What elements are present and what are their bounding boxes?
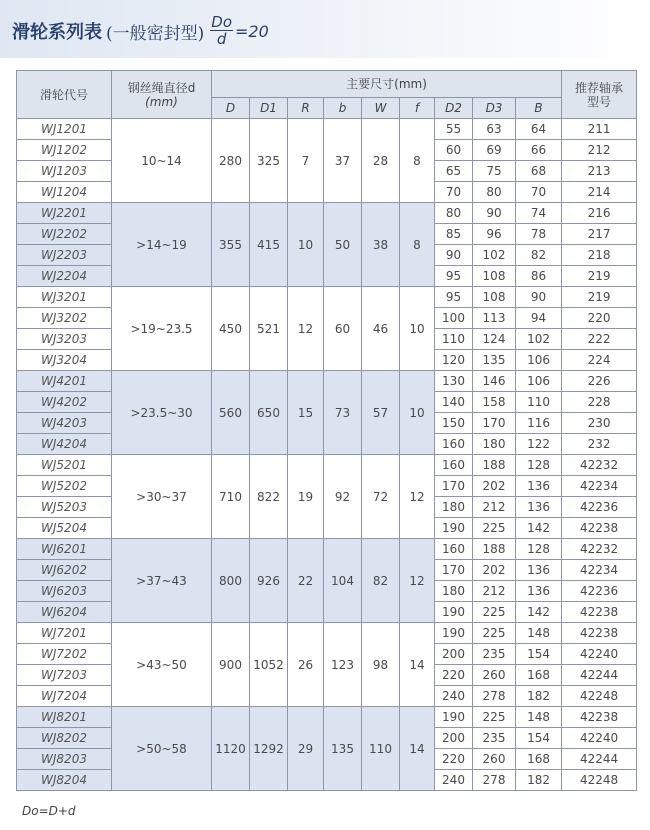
cell-dim-d3: 225: [473, 602, 516, 623]
cell-dim-d: 560: [212, 371, 250, 455]
cell-code: WJ1203: [17, 161, 112, 182]
cell-dim-b-width: 136: [516, 560, 562, 581]
cell-dim-b-width: 86: [516, 266, 562, 287]
cell-dim-b-width: 142: [516, 602, 562, 623]
header-rope-diameter: [112, 71, 212, 119]
cell-bearing: 211: [562, 119, 637, 140]
cell-bearing: 228: [562, 392, 637, 413]
cell-code: WJ1202: [17, 140, 112, 161]
cell-dim-r: 10: [288, 203, 324, 287]
cell-dim-b: 135: [324, 707, 362, 791]
cell-dim-d3: 102: [473, 245, 516, 266]
cell-dim-b-width: 90: [516, 287, 562, 308]
cell-dim-d3: 63: [473, 119, 516, 140]
cell-dim-d2: 220: [435, 665, 473, 686]
cell-dim-b-width: 68: [516, 161, 562, 182]
cell-dim-b: 60: [324, 287, 362, 371]
cell-code: WJ2202: [17, 224, 112, 245]
cell-dim-w: 82: [362, 539, 400, 623]
cell-dim-d3: 188: [473, 455, 516, 476]
cell-dim-f: 14: [400, 707, 435, 791]
cell-dim-b-width: 182: [516, 770, 562, 791]
cell-code: WJ2204: [17, 266, 112, 287]
cell-dim-b-width: 106: [516, 350, 562, 371]
cell-dim-d1: 822: [250, 455, 288, 539]
cell-dim-w: 46: [362, 287, 400, 371]
cell-dim-d: 800: [212, 539, 250, 623]
cell-dim-d3: 108: [473, 266, 516, 287]
cell-bearing: 214: [562, 182, 637, 203]
cell-code: WJ8202: [17, 728, 112, 749]
cell-dim-r: 15: [288, 371, 324, 455]
cell-dim-d2: 200: [435, 644, 473, 665]
cell-dim-f: 8: [400, 203, 435, 287]
cell-dim-d1: 521: [250, 287, 288, 371]
cell-dim-d2: 70: [435, 182, 473, 203]
cell-dim-d2: 160: [435, 434, 473, 455]
cell-bearing: 42232: [562, 539, 637, 560]
cell-dim-b-width: 128: [516, 539, 562, 560]
cell-rope-diameter: >37~43: [112, 539, 212, 623]
cell-dim-d3: 75: [473, 161, 516, 182]
cell-dim-r: 26: [288, 623, 324, 707]
cell-dim-b-width: 70: [516, 182, 562, 203]
cell-dim-d2: 60: [435, 140, 473, 161]
cell-dim-b-width: 102: [516, 329, 562, 350]
header-dim-d1: D1: [250, 98, 288, 119]
cell-code: WJ2201: [17, 203, 112, 224]
cell-dim-b-width: 122: [516, 434, 562, 455]
table-row: [17, 371, 637, 392]
cell-dim-f: 12: [400, 539, 435, 623]
cell-bearing: 213: [562, 161, 637, 182]
title-subtitle: (一般密封型): [106, 23, 205, 44]
cell-dim-b-width: 148: [516, 707, 562, 728]
cell-code: WJ4204: [17, 434, 112, 455]
cell-dim-w: 57: [362, 371, 400, 455]
cell-dim-b-width: 116: [516, 413, 562, 434]
cell-dim-r: 7: [288, 119, 324, 203]
cell-dim-d: 900: [212, 623, 250, 707]
cell-bearing: 42238: [562, 623, 637, 644]
cell-code: WJ7203: [17, 665, 112, 686]
header-dim-d2: D2: [435, 98, 473, 119]
cell-code: WJ5201: [17, 455, 112, 476]
cell-dim-b-width: 66: [516, 140, 562, 161]
cell-bearing: 217: [562, 224, 637, 245]
title-main: 滑轮系列表: [12, 22, 102, 43]
cell-code: WJ8201: [17, 707, 112, 728]
cell-dim-d2: 190: [435, 518, 473, 539]
cell-dim-d2: 190: [435, 623, 473, 644]
footnote: Do=D+d: [22, 804, 76, 818]
header-rope-diameter-unit: (mm): [145, 94, 178, 109]
fraction-denominator: d: [216, 30, 227, 48]
cell-dim-d3: 180: [473, 434, 516, 455]
cell-code: WJ4203: [17, 413, 112, 434]
pulley-spec-table: [16, 70, 637, 791]
cell-dim-r: 29: [288, 707, 324, 791]
cell-dim-b-width: 136: [516, 581, 562, 602]
cell-dim-w: 72: [362, 455, 400, 539]
cell-rope-diameter: >14~19: [112, 203, 212, 287]
cell-dim-d3: 188: [473, 539, 516, 560]
cell-dim-d1: 1052: [250, 623, 288, 707]
cell-dim-d1: 415: [250, 203, 288, 287]
cell-code: WJ6202: [17, 560, 112, 581]
cell-dim-d3: 113: [473, 308, 516, 329]
cell-dim-d1: 926: [250, 539, 288, 623]
cell-bearing: 226: [562, 371, 637, 392]
cell-rope-diameter: >43~50: [112, 623, 212, 707]
cell-dim-b: 73: [324, 371, 362, 455]
cell-dim-b-width: 168: [516, 665, 562, 686]
cell-code: WJ1201: [17, 119, 112, 140]
cell-dim-d2: 95: [435, 287, 473, 308]
cell-dim-d2: 170: [435, 476, 473, 497]
cell-dim-b-width: 94: [516, 308, 562, 329]
cell-dim-d3: 278: [473, 686, 516, 707]
cell-bearing: 42238: [562, 602, 637, 623]
title-fraction: [210, 15, 233, 47]
cell-dim-d1: 325: [250, 119, 288, 203]
cell-dim-d3: 69: [473, 140, 516, 161]
header-dim-b: b: [324, 98, 362, 119]
cell-dim-b-width: 154: [516, 644, 562, 665]
cell-dim-d2: 80: [435, 203, 473, 224]
cell-dim-r: 12: [288, 287, 324, 371]
cell-rope-diameter: >30~37: [112, 455, 212, 539]
table-row: [17, 539, 637, 560]
cell-rope-diameter: >19~23.5: [112, 287, 212, 371]
cell-dim-b-width: 148: [516, 623, 562, 644]
header-dim-b: B: [516, 98, 562, 119]
cell-bearing: 224: [562, 350, 637, 371]
cell-bearing: 42244: [562, 665, 637, 686]
header-dim-w: W: [362, 98, 400, 119]
cell-bearing: 42236: [562, 581, 637, 602]
header-main-dimensions: 主要尺寸(mm): [212, 71, 562, 98]
cell-bearing: 216: [562, 203, 637, 224]
cell-dim-d2: 240: [435, 686, 473, 707]
cell-dim-d: 710: [212, 455, 250, 539]
cell-code: WJ4201: [17, 371, 112, 392]
cell-code: WJ7204: [17, 686, 112, 707]
cell-dim-d3: 135: [473, 350, 516, 371]
cell-dim-b: 50: [324, 203, 362, 287]
cell-code: WJ5203: [17, 497, 112, 518]
cell-bearing: 222: [562, 329, 637, 350]
header-dim-d3: D3: [473, 98, 516, 119]
table-row: [17, 623, 637, 644]
cell-dim-d2: 190: [435, 707, 473, 728]
cell-dim-d2: 150: [435, 413, 473, 434]
cell-dim-d3: 80: [473, 182, 516, 203]
cell-dim-b-width: 182: [516, 686, 562, 707]
cell-dim-b: 123: [324, 623, 362, 707]
cell-dim-b: 92: [324, 455, 362, 539]
cell-dim-w: 110: [362, 707, 400, 791]
cell-code: WJ3201: [17, 287, 112, 308]
title-ratio-value: =20: [235, 21, 269, 41]
header-bearing-line2: 型号: [587, 94, 612, 109]
cell-dim-f: 10: [400, 287, 435, 371]
cell-dim-d2: 55: [435, 119, 473, 140]
cell-dim-b-width: 136: [516, 497, 562, 518]
cell-code: WJ5202: [17, 476, 112, 497]
cell-dim-d2: 100: [435, 308, 473, 329]
cell-dim-b-width: 106: [516, 371, 562, 392]
cell-dim-b-width: 128: [516, 455, 562, 476]
cell-dim-d1: 650: [250, 371, 288, 455]
cell-bearing: 42238: [562, 518, 637, 539]
cell-dim-d3: 170: [473, 413, 516, 434]
cell-bearing: 219: [562, 287, 637, 308]
cell-dim-d3: 212: [473, 581, 516, 602]
table-row: [17, 707, 637, 728]
cell-dim-d1: 1292: [250, 707, 288, 791]
cell-bearing: 42244: [562, 749, 637, 770]
cell-bearing: 42234: [562, 476, 637, 497]
cell-dim-d3: 235: [473, 644, 516, 665]
cell-rope-diameter: >23.5~30: [112, 371, 212, 455]
cell-dim-d3: 225: [473, 707, 516, 728]
cell-dim-b-width: 78: [516, 224, 562, 245]
cell-dim-b-width: 64: [516, 119, 562, 140]
cell-dim-b-width: 136: [516, 476, 562, 497]
cell-dim-d2: 180: [435, 581, 473, 602]
cell-code: WJ3204: [17, 350, 112, 371]
cell-dim-d3: 225: [473, 518, 516, 539]
cell-rope-diameter: 10~14: [112, 119, 212, 203]
cell-bearing: 219: [562, 266, 637, 287]
cell-bearing: 42240: [562, 644, 637, 665]
header-dim-r: R: [288, 98, 324, 119]
header-bearing: [562, 71, 637, 119]
cell-bearing: 42234: [562, 560, 637, 581]
cell-dim-d2: 85: [435, 224, 473, 245]
cell-dim-d3: 96: [473, 224, 516, 245]
cell-dim-d3: 124: [473, 329, 516, 350]
cell-dim-d3: 158: [473, 392, 516, 413]
cell-dim-r: 19: [288, 455, 324, 539]
cell-dim-d2: 130: [435, 371, 473, 392]
cell-dim-d2: 90: [435, 245, 473, 266]
cell-dim-d: 355: [212, 203, 250, 287]
cell-dim-d2: 120: [435, 350, 473, 371]
cell-dim-f: 10: [400, 371, 435, 455]
cell-dim-d3: 90: [473, 203, 516, 224]
cell-dim-d: 1120: [212, 707, 250, 791]
cell-dim-d2: 180: [435, 497, 473, 518]
table-row: [17, 119, 637, 140]
cell-dim-d3: 278: [473, 770, 516, 791]
header-rope-diameter-label: 钢丝绳直径d: [127, 80, 196, 95]
header-dim-f: f: [400, 98, 435, 119]
cell-dim-b-width: 142: [516, 518, 562, 539]
cell-code: WJ3203: [17, 329, 112, 350]
cell-bearing: 42240: [562, 728, 637, 749]
cell-dim-d3: 235: [473, 728, 516, 749]
cell-dim-d2: 240: [435, 770, 473, 791]
cell-dim-b: 104: [324, 539, 362, 623]
cell-dim-b: 37: [324, 119, 362, 203]
cell-dim-d2: 220: [435, 749, 473, 770]
cell-dim-d3: 260: [473, 665, 516, 686]
cell-dim-d3: 108: [473, 287, 516, 308]
cell-code: WJ3202: [17, 308, 112, 329]
cell-code: WJ5204: [17, 518, 112, 539]
cell-code: WJ6203: [17, 581, 112, 602]
cell-dim-d3: 225: [473, 623, 516, 644]
header-bearing-line1: 推荐轴承: [575, 80, 624, 95]
cell-code: WJ8204: [17, 770, 112, 791]
cell-code: WJ1204: [17, 182, 112, 203]
cell-dim-r: 22: [288, 539, 324, 623]
cell-code: WJ4202: [17, 392, 112, 413]
cell-dim-f: 8: [400, 119, 435, 203]
cell-bearing: 42236: [562, 497, 637, 518]
cell-dim-d3: 202: [473, 476, 516, 497]
header-code: 滑轮代号: [17, 71, 112, 119]
cell-dim-d3: 260: [473, 749, 516, 770]
table-row: [17, 287, 637, 308]
cell-dim-d2: 170: [435, 560, 473, 581]
cell-dim-d: 450: [212, 287, 250, 371]
cell-bearing: 230: [562, 413, 637, 434]
cell-bearing: 218: [562, 245, 637, 266]
cell-dim-w: 98: [362, 623, 400, 707]
cell-dim-d3: 146: [473, 371, 516, 392]
cell-dim-d2: 110: [435, 329, 473, 350]
cell-dim-d2: 140: [435, 392, 473, 413]
cell-code: WJ8203: [17, 749, 112, 770]
header-dim-d: D: [212, 98, 250, 119]
cell-bearing: 42232: [562, 455, 637, 476]
cell-dim-d2: 160: [435, 455, 473, 476]
cell-code: WJ7202: [17, 644, 112, 665]
cell-bearing: 42248: [562, 770, 637, 791]
cell-dim-d2: 200: [435, 728, 473, 749]
cell-code: WJ6204: [17, 602, 112, 623]
cell-code: WJ6201: [17, 539, 112, 560]
cell-rope-diameter: >50~58: [112, 707, 212, 791]
cell-dim-b-width: 168: [516, 749, 562, 770]
cell-bearing: 220: [562, 308, 637, 329]
cell-dim-d2: 160: [435, 539, 473, 560]
fraction-numerator: Do: [211, 13, 232, 31]
cell-bearing: 212: [562, 140, 637, 161]
cell-bearing: 232: [562, 434, 637, 455]
cell-dim-d: 280: [212, 119, 250, 203]
cell-dim-b-width: 110: [516, 392, 562, 413]
cell-dim-f: 14: [400, 623, 435, 707]
cell-dim-d2: 65: [435, 161, 473, 182]
cell-dim-d2: 190: [435, 602, 473, 623]
cell-dim-d3: 212: [473, 497, 516, 518]
table-row: [17, 203, 637, 224]
cell-dim-f: 12: [400, 455, 435, 539]
cell-dim-b-width: 154: [516, 728, 562, 749]
cell-bearing: 42248: [562, 686, 637, 707]
page-title: [12, 14, 269, 48]
cell-dim-w: 28: [362, 119, 400, 203]
cell-dim-b-width: 74: [516, 203, 562, 224]
cell-dim-w: 38: [362, 203, 400, 287]
cell-dim-d3: 202: [473, 560, 516, 581]
table-row: [17, 455, 637, 476]
cell-dim-b-width: 82: [516, 245, 562, 266]
cell-code: WJ7201: [17, 623, 112, 644]
cell-bearing: 42238: [562, 707, 637, 728]
cell-code: WJ2203: [17, 245, 112, 266]
cell-dim-d2: 95: [435, 266, 473, 287]
